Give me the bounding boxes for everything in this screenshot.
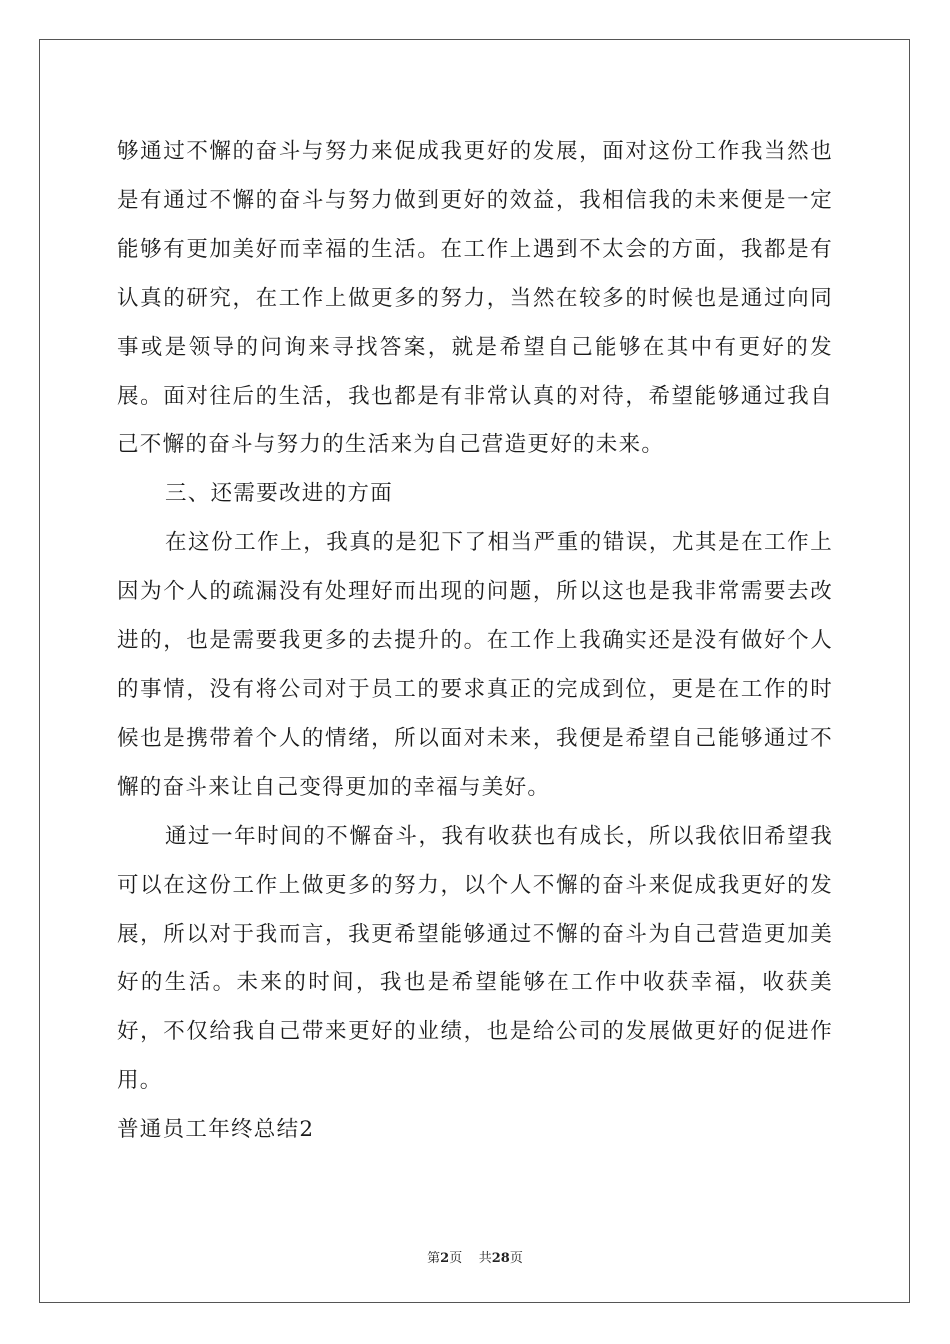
page-current: 2 <box>440 1251 450 1266</box>
document-title-summary-2: 普通员工年终总结2 <box>117 1117 315 1143</box>
page-footer <box>0 1247 950 1266</box>
document-body <box>117 128 833 1155</box>
section-heading-improvements: 三、还需要改进的方面 <box>165 481 394 507</box>
paragraph-continuation: 够通过不懈的奋斗与努力来促成我更好的发展，面对这份工作我当然也是有通过不懈的奋斗与努力做到更好的效益，我相信我的未来便是一定能够有更加美好而幸福的生活。在工作上遇到不太会的方面，我都是有认真的研究，在工作上做更多的努力，当然在较多的时候也是通过向同事或是领导的问询来寻找答案，就是希望自己能够在其中有更好的发展。面对往后的生活，我也都是有非常认真的对待，希望能够通过我自己不懈的奋斗与努力的生活来为自己营造更好的未来。 <box>117 139 833 458</box>
total-suffix: 页 <box>509 1251 523 1266</box>
page-prefix: 第 <box>427 1251 441 1266</box>
total-prefix: 共 <box>478 1251 492 1266</box>
paragraph-conclusion: 通过一年时间的不懈奋斗，我有收获也有成长，所以我依旧希望我可以在这份工作上做更多的努力，以个人不懈的奋斗来促成我更好的发展，所以对于我而言，我更希望能够通过不懈的奋斗为自己营造更加美好的生活。未来的时间，我也是希望能够在工作中收获幸福，收获美好，不仅给我自己带来更好的业绩，也是给公司的发展做更好的促进作用。 <box>117 823 833 1094</box>
paragraph-mistakes: 在这份工作上，我真的是犯下了相当严重的错误，尤其是在工作上因为个人的疏漏没有处理好而出现的问题，所以这也是我非常需要去改进的，也是需要我更多的去提升的。在工作上我确实还是没有做好个人的事情，没有将公司对于员工的要求真正的完成到位，更是在工作的时候也是携带着个人的情绪，所以面对未来，我便是希望自己能够通过不懈的奋斗来让自己变得更加的幸福与美好。 <box>117 530 833 800</box>
page-suffix: 页 <box>449 1251 463 1266</box>
page-total: 28 <box>491 1251 510 1266</box>
